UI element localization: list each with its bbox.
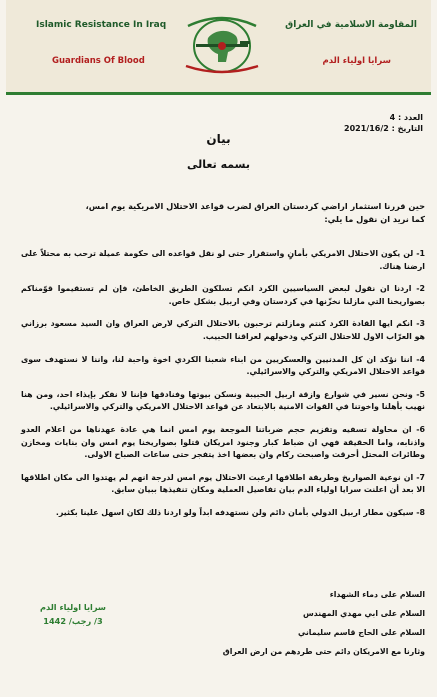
- brigade-name-english: Guardians Of Blood: [52, 56, 145, 66]
- statement-headline: بيان: [206, 132, 231, 146]
- statement-point: 5- ونحن نسير في شوارع وازقة اربيل الحبيبة ونسكن بيوتها وفنادقها فإننا لا نفكر بإيذاء احد، ومن هنا نهيب بأهلنا واخوتنا في القوات الامنية بالابتعاد عن قواعد الاحتلال الامريكي والتركي والاسرائيلي.: [21, 389, 425, 412]
- closing-line: السلام على دماء الشهداء: [329, 590, 425, 599]
- statement-point: 6- ان محاولة تسفيه وتقزيم حجم ضرباتنا الموجعة يوم امس انما هي عادة عهدناها من اعلام العدو واذنابه، واما الحقيقة فهي ان ضباط كبار وجنود امريكان قتلوا بصواريخنا يوم امس وان بنايات ومخازن وطائرات المحتل أحرقت واصبحت ركام وان بعضها اخذ يتفجر حتى ساعات الصباح الاولى.: [21, 424, 425, 460]
- closing-line: وثارنا مع الامريكان دائم حتى طردهم من ارض العراق: [222, 647, 425, 656]
- signature-date: 3/ رجب/ 1442: [43, 616, 103, 626]
- statement-point: 1- لن يكون الاحتلال الامريكي بأمانٍ واستقرار حتى لو نقل قواعده الى حكومة عميلة ترحب به محتلاً على ارضنا هناك.: [21, 249, 425, 271]
- org-name-english: Islamic Resistance In Iraq: [36, 20, 167, 30]
- closing-line: السلام على الحاج قاسم سليماني: [297, 628, 425, 637]
- intro-line: كما نريد ان نقول ما يلي:: [324, 214, 425, 224]
- guardians-of-blood-emblem-icon: [166, 8, 278, 82]
- statement-meta: [344, 112, 423, 134]
- statement-point: 4- اننا نؤكد ان كل المدنيين والعسكريين من ابناء شعبنا الكردي اخوة واحبة لنا، واننا لا نستهدف سوى قواعد الاحتلال الامريكي والتركي والاسرائيلي.: [21, 354, 425, 377]
- letterhead: [6, 0, 431, 95]
- closing-salutations: [185, 585, 425, 661]
- statement-point: 3- انكم ايها القادة الكرد كنتم ومازلتم ترحبون بالاحتلال التركي لارض العراق وان السيد مسعود برزاني هو العرّاب الاول للاحتلال التركي ودخولهم لعراقنا الحبيب.: [21, 319, 425, 341]
- basmala: بسمه تعالى: [187, 158, 250, 171]
- org-name-arabic: المقاومة الاسلامية في العراق: [285, 20, 417, 30]
- statement-date: التاريخ : 2021/16/2: [344, 124, 423, 133]
- statement-points: [21, 248, 425, 530]
- statement-intro: [33, 200, 425, 226]
- signature-name: سرايا اولياء الدم: [40, 602, 106, 612]
- intro-line: حين قررنا استثمار اراضي كردستان العراق لضرب قواعد الاحتلال الامريكية يوم امس،: [85, 201, 425, 211]
- statement-point: 7- ان نوعية الصواريخ وطريقة اطلاقها ارعبت الاحتلال يوم امس لدرجة انهم لم يهتدوا الى مكان اطلاقها الا بعد أن اعلنت سرايا اولياء الدم بيان تفاصيل العملية ومكان تنفيذها ببيان سابق.: [21, 472, 425, 495]
- statement-point: 8- سيكون مطار اربيل الدولي بأمان دائم ولن نستهدفه ابداً ولو اردنا ذلك لكان اسهل علينا بكثير.: [55, 507, 425, 517]
- statement-point: 2- اردنا ان نقول لبعض السياسيين الكرد انكم تسلكون الطريق الخاطئ، فإن لم تستقيموا قوّمناكم بصواريخنا التي مازلنا نخزّنها في كردستان وفي اربيل بشكل خاص.: [21, 284, 425, 306]
- closing-line: السلام على ابي مهدي المهندس: [303, 609, 425, 618]
- signature-block: [18, 600, 128, 628]
- brigade-name-arabic: سرايا اولياء الدم: [322, 56, 391, 66]
- statement-number: العدد : 4: [389, 113, 423, 122]
